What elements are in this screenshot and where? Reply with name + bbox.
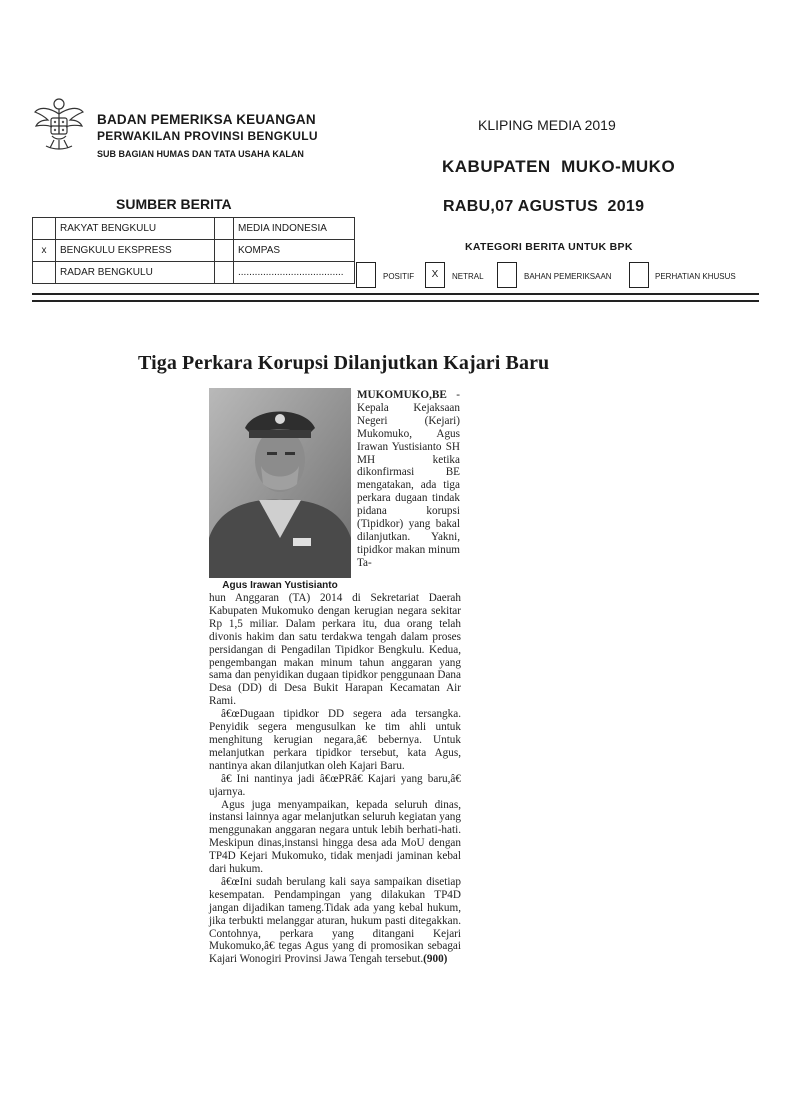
article-paragraph: â€œDugaan tipidkor DD segera ada tersangka. Penyidik segera mengusulkan ke tim ahli untuk menghitung kerugian negara,â€ bebernya. Untuk melanjutkan perkara tipidkor tersebut, kata Agus, nantinya akan dilanjutkan oleh Kajari Baru. bbox=[209, 708, 461, 772]
source-mark bbox=[33, 218, 56, 240]
article-paragraph: â€ Ini nantinya jadi â€œPRâ€ Kajari yang baru,â€ ujarnya. bbox=[209, 772, 461, 798]
category-checkbox-perhatian bbox=[629, 262, 649, 288]
article-paragraph-text: â€œIni sudah berulang kali saya sampaikan disetiap kesempatan. Pendampingan yang dilakukan TP4D jangan dijadikan tameng.Tidak ada yang kebal hukum, jika terbukti melanggar aturan, hukum pasti ditegakkan. Contohnya, perkara yang ditangani Kejari Mukomuko,â€ tegas Agus yang di promosikan sebagai Kajari Wonogiri Provinsi Jawa Tengah tersebut. bbox=[209, 875, 461, 966]
article-lead bbox=[357, 389, 460, 570]
article-paragraph: hun Anggaran (TA) 2014 di Sekretariat Daerah Kabupaten Mukomuko dengan kerugian negara sekitar Rp 1,5 miliar. Dalam perkara itu, dua orang telah divonis hakim dan satu terdakwa tengah dalam proses persidangan di Pengadilan Tipidkor Bengkulu. Kedua, pengembangan makan minum tahun anggaran yang sama dan penyidikan dugaan tipidkor penggunaan Dana Desa (DD) di Desa Bukit Harapan Kecamatan Air Rami. bbox=[209, 592, 461, 708]
source-spacer bbox=[215, 262, 234, 284]
source-row bbox=[33, 240, 355, 262]
garuda-emblem-icon bbox=[32, 94, 86, 152]
publication-date: RABU,07 AGUSTUS 2019 bbox=[443, 198, 645, 215]
source-spacer bbox=[215, 218, 234, 240]
category-checkbox-positif bbox=[356, 262, 376, 288]
category-label-perhatian: PERHATIAN KHUSUS bbox=[655, 272, 736, 281]
clipping-label: KLIPING MEDIA 2019 bbox=[478, 117, 616, 133]
source-name: BENGKULU EKSPRESS bbox=[56, 240, 215, 262]
org-region: PERWAKILAN PROVINSI BENGKULU bbox=[97, 129, 318, 143]
official-photo bbox=[209, 388, 351, 578]
source-row bbox=[33, 262, 355, 284]
org-unit: SUB BAGIAN HUMAS DAN TATA USAHA KALAN bbox=[97, 149, 304, 159]
category-label-netral: NETRAL bbox=[452, 272, 484, 281]
article-paragraph: Agus juga menyampaikan, kepada seluruh dinas, instansi lainnya agar melanjutkan seluruh kegiatan yang menggunakan anggaran negara untuk lebih berhati-hati. Meskipun dinas,instansi hingga desa ada MoU dengan TP4D Kejari Mukomuko, tidak menjadi jaminan kebal dari hukum. bbox=[209, 798, 461, 876]
source-name: KOMPAS bbox=[234, 240, 355, 262]
category-title: KATEGORI BERITA UNTUK BPK bbox=[465, 241, 633, 253]
category-label-positif: POSITIF bbox=[383, 272, 415, 281]
article-signoff: (900) bbox=[423, 953, 448, 966]
source-name: RAKYAT BENGKULU bbox=[56, 218, 215, 240]
source-spacer bbox=[215, 240, 234, 262]
article-dateline: MUKOMUKO,BE bbox=[357, 389, 447, 401]
category-label-bahan: BAHAN PEMERIKSAAN bbox=[524, 272, 612, 281]
source-name: ...................................... bbox=[234, 262, 355, 284]
regency-title: KABUPATEN MUKO-MUKO bbox=[442, 157, 676, 176]
category-checkbox-netral: X bbox=[425, 262, 445, 288]
source-name: MEDIA INDONESIA bbox=[234, 218, 355, 240]
sources-table bbox=[32, 217, 355, 284]
org-name: BADAN PEMERIKSA KEUANGAN bbox=[97, 112, 316, 127]
source-name: RADAR BENGKULU bbox=[56, 262, 215, 284]
source-row bbox=[33, 218, 355, 240]
photo-caption: Agus Irawan Yustisianto bbox=[222, 580, 338, 591]
source-mark bbox=[33, 262, 56, 284]
header-divider-bottom bbox=[32, 300, 759, 302]
article-lead-text: - Kepala Kejaksaan Negeri (Kejari) Mukomuko, Agus Irawan Yustisianto SH MH ketika dikonfirmasi BE mengatakan, ada tiga perkara dugaan tindak pidana korupsi (Tipidkor) yang bakal dilanjutkan. Yakni, tipidkor makan minum Ta- bbox=[357, 389, 460, 569]
article-body bbox=[209, 592, 461, 966]
sources-title: SUMBER BERITA bbox=[116, 196, 232, 212]
article-lead-column bbox=[357, 389, 460, 570]
source-mark: x bbox=[33, 240, 56, 262]
category-checkbox-bahan bbox=[497, 262, 517, 288]
article-paragraph-last bbox=[209, 876, 461, 966]
article-headline: Tiga Perkara Korupsi Dilanjutkan Kajari Baru bbox=[138, 352, 550, 374]
header-divider-top bbox=[32, 293, 759, 295]
